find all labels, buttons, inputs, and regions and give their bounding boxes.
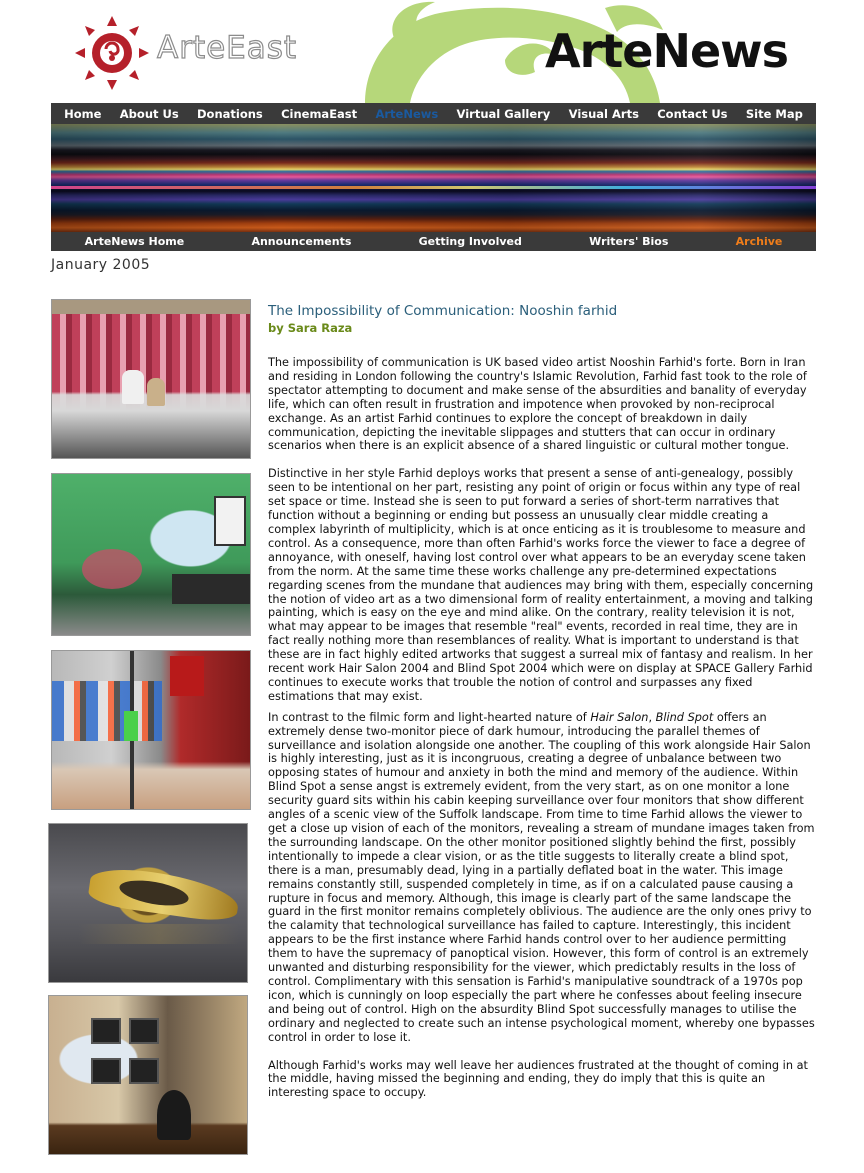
article xyxy=(268,303,818,1100)
top-navigation xyxy=(51,103,816,124)
nav-artenews[interactable]: ArteNews xyxy=(375,106,439,121)
nav-contact-us[interactable]: Contact Us xyxy=(657,106,728,121)
artEast-logo-icon[interactable] xyxy=(73,14,151,92)
man-in-boat-photo xyxy=(48,823,248,983)
article-paragraph-3 xyxy=(268,711,818,1045)
article-paragraph-1: The impossibility of communication is UK based video artist Nooshin Farhid's forte. Born in Iran and residing in London following the country's Islamic Revolution, Farhid fast took to the role of spectator attempting to document and make sense of the absurdities and banality of everyday life, which can often result in frustration and impotence when provoked by non-reciprocal exchange. As an artist Farhid continues to explore the concept of breakdown in daily communication, depicting the inevitable slippages and stutters that can occur in ordinary scenarios when there is an explicit absence of a shared linguistic or cultural mother tongue. xyxy=(268,356,807,453)
p3-sep: , xyxy=(648,710,656,724)
p3-rest: offers an extremely dense two-monitor piece of dark humour, introducing the parallel themes of surveillance and isolation alongside one another. The coupling of this work alongside Hair Salon is highly interesting, just as it is incongruous, creating a degree of unbalance between two opposing states of humour and anxiety in both the mind and memory of the audience. Within Blind Spot a sense angst is extremely evident, from the very start, as on one monitor a lone security guard sits within his cabin keeping surveillance over four monitors that show different angles of a scenic view of the Suffolk landscape. From time to time Farhid allows the viewer to get a close up vision of each of the monitors, revealing a stream of mundane images taken from the surrounding landscape. On the other monitor positioned slightly behind the first, possibly intentionally to impede a clear vision, or as the title suggests to literally create a blind spot, there is a man, presumably dead, lying in a partially deflated boat in the water. This image remains constantly still, suspended completely in time, as if on a calculated pause causing a rupture in focus and memory. Although, this image is clearly part of the same landscape the guard in the first monitor remains completely oblivious. The audience are the only ones privy to the calamity that technological surveillance has failed to capture. Interestingly, this incident appears to be the first instance where Farhid hands control over to her audience permitting them to have the supremacy of panoptical vision. However, this form of control is an extremely unwanted and disturbing responsibility for the viewer, which predictably results in the loss of control. Complimentary with this sensation is Farhid's manipulative soundtrack of a 1970s pop icon, which is cunningly on loop especially the part where he confesses about feeling insecure and being out of control. High on the absurdity Blind Spot successfully manages to utilise the ordinary and neglected to create such an intense psychological moment, whereby one bypasses control in order to lose it. xyxy=(268,710,815,1044)
surveillance-monitors-photo xyxy=(48,995,248,1155)
article-paragraph-4: Although Farhid's works may well leave her audiences frustrated at the thought of coming in at the middle, having missed the beginning and ending, they do imply that this is quite an interesting space to occupy. xyxy=(268,1058,808,1100)
nav-donations[interactable]: Donations xyxy=(197,106,263,121)
colored-stripe-banner xyxy=(51,124,816,232)
p3-hair-salon: Hair Salon xyxy=(590,710,649,724)
article-byline: by Sara Raza xyxy=(268,321,353,335)
site-header xyxy=(0,0,864,103)
green-salon-interior-photo xyxy=(51,473,251,636)
subnav-artenews-home[interactable]: ArteNews Home xyxy=(84,235,185,248)
subnav-announcements[interactable]: Announcements xyxy=(251,235,352,248)
hair-salon-photo xyxy=(51,299,251,459)
nav-home[interactable]: Home xyxy=(64,106,102,121)
artEast-wordmark[interactable]: ArteEast xyxy=(157,30,298,66)
sub-navigation xyxy=(51,232,816,251)
issue-date: January 2005 xyxy=(51,257,151,273)
nav-site-map[interactable]: Site Map xyxy=(745,106,803,121)
artenews-title: ArteNews xyxy=(545,24,789,78)
article-title: The Impossibility of Communication: Nooshin farhid xyxy=(268,303,618,319)
nav-visual-arts[interactable]: Visual Arts xyxy=(568,106,639,121)
nav-about-us[interactable]: About Us xyxy=(119,106,179,121)
subnav-archive[interactable]: Archive xyxy=(735,235,783,248)
article-paragraph-2: Distinctive in her style Farhid deploys works that present a sense of anti-genealogy, possibly seen to be intentional on her part, resisting any point of origin or focus within any type of real set space or time. Instead she is seen to put forward a series of short-term narratives that function without a beginning or ending but possess an unusually clear middle creating a complex labyrinth of multiplicity, which is at once enticing as it is troublesome to measure and control. As a consequence, more than often Farhid's works force the viewer to face a degree of annoyance, with oneself, having lost control over what appears to be an everyday scene taken from the norm. At the same time these works challenge any pre-determined expectations regarding scenes from the mundane that audiences may bring with them, especially concerning the notion of video art as a two dimensional form of reality entertainment, a moving and talking painting, which is easy on the eye and mind alike. On the contrary, reality television it is not, what may appear to be images that resemble "real" events, recorded in real time, they are in fact really nothing more than resemblances of reality. What is important to understand is that these are in fact highly edited artworks that suggest a surreal mix of fantasy and realism. In her recent work Hair Salon 2004 and Blind Spot 2004 which were on display at SPACE Gallery Farhid continues to execute works that trouble the notion of control and surpasses any fixed estimations that may exist. xyxy=(268,467,814,703)
subnav-getting-involved[interactable]: Getting Involved xyxy=(418,235,522,248)
nav-cinemaeast[interactable]: CinemaEast xyxy=(281,106,358,121)
nav-virtual-gallery[interactable]: Virtual Gallery xyxy=(456,106,551,121)
p3-blind-spot: Blind Spot xyxy=(655,710,714,724)
subnav-writers-bios[interactable]: Writers' Bios xyxy=(589,235,669,248)
p3-lead: In contrast to the filmic form and light-hearted nature of xyxy=(268,710,591,724)
graffiti-street-photo xyxy=(51,650,251,810)
